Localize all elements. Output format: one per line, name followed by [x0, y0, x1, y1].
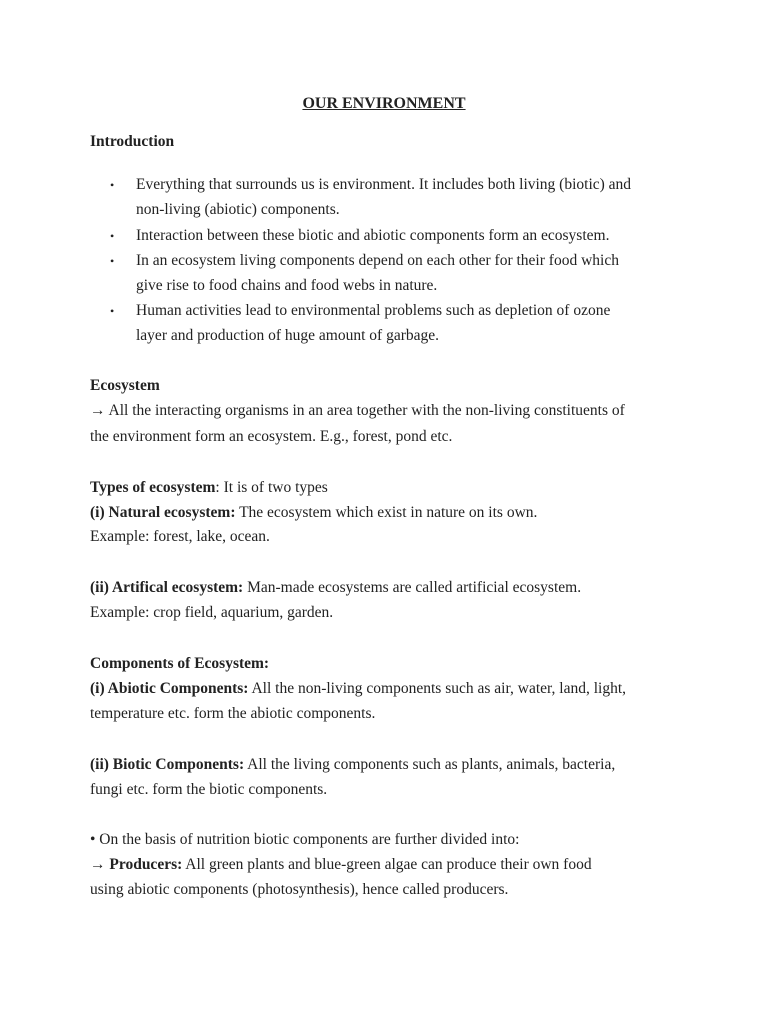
- intro-bullet-2-line1: Interaction between these biotic and abiotic components form an ecosystem.: [136, 227, 610, 244]
- nutrition-line: • On the basis of nutrition biotic components are further divided into:: [90, 831, 520, 848]
- producers-text: All green plants and blue-green algae can produce their own food: [182, 856, 592, 873]
- abiotic-line2: temperature etc. form the abiotic components.: [90, 705, 376, 722]
- abiotic-label: (i) Abiotic Components:: [90, 680, 249, 697]
- intro-bullet-4-line1: Human activities lead to environmental problems such as depletion of ozone: [136, 302, 611, 319]
- arrow-icon: →: [90, 856, 110, 873]
- types-label: Types of ecosystem: [90, 479, 216, 496]
- intro-bullet-1-line1: Everything that surrounds us is environment. It includes both living (biotic) and: [136, 176, 632, 193]
- types-line: [90, 478, 328, 498]
- intro-bullet-3: [110, 251, 619, 271]
- types-rest: : It is of two types: [215, 479, 328, 496]
- producers-label: Producers:: [109, 856, 183, 873]
- artificial-text: Man-made ecosystems are called artificial ecosystem.: [243, 579, 582, 596]
- intro-heading: Introduction: [90, 133, 175, 150]
- abiotic-text: All the non-living components such as air, water, land, light,: [248, 680, 627, 697]
- bullet-icon: •: [110, 304, 115, 318]
- natural-example: Example: forest, lake, ocean.: [90, 528, 270, 545]
- biotic-line2: fungi etc. form the biotic components.: [90, 781, 328, 798]
- producers-line2: using abiotic components (photosynthesis), hence called producers.: [90, 881, 509, 898]
- natural-text: The ecosystem which exist in nature on its own.: [235, 504, 538, 521]
- bullet-icon: •: [110, 229, 115, 243]
- biotic-label: (ii) Biotic Components:: [90, 756, 245, 773]
- artificial-example: Example: crop field, aquarium, garden.: [90, 604, 334, 621]
- intro-bullet-2: [110, 226, 609, 246]
- artificial-ecosystem-line: [90, 578, 581, 598]
- natural-label: (i) Natural ecosystem:: [90, 504, 236, 521]
- intro-bullet-1-line2: non-living (abiotic) components.: [136, 201, 340, 218]
- ecosystem-heading: Ecosystem: [90, 377, 160, 394]
- abiotic-line1: [90, 679, 626, 699]
- ecosystem-definition-line1: → All the interacting organisms in an area together with the non-living constituents of: [90, 402, 625, 419]
- bullet-icon: •: [110, 178, 115, 192]
- biotic-text: All the living components such as plants, animals, bacteria,: [244, 756, 616, 773]
- intro-bullet-3-line2: give rise to food chains and food webs in nature.: [136, 277, 438, 294]
- ecosystem-definition-line2: the environment form an ecosystem. E.g., forest, pond etc.: [90, 428, 453, 445]
- intro-bullet-4-line2: layer and production of huge amount of garbage.: [136, 327, 440, 344]
- producers-line1: [90, 855, 592, 875]
- intro-bullet-3-line1: In an ecosystem living components depend on each other for their food which: [136, 252, 619, 269]
- intro-bullet-1: [110, 175, 631, 195]
- biotic-line1: [90, 755, 615, 775]
- natural-ecosystem-line: [90, 503, 537, 523]
- intro-bullet-4: [110, 301, 610, 321]
- bullet-icon: •: [110, 254, 115, 268]
- artificial-label: (ii) Artifical ecosystem:: [90, 579, 244, 596]
- page-title: OUR ENVIRONMENT: [302, 95, 466, 112]
- components-heading: Components of Ecosystem:: [90, 655, 270, 672]
